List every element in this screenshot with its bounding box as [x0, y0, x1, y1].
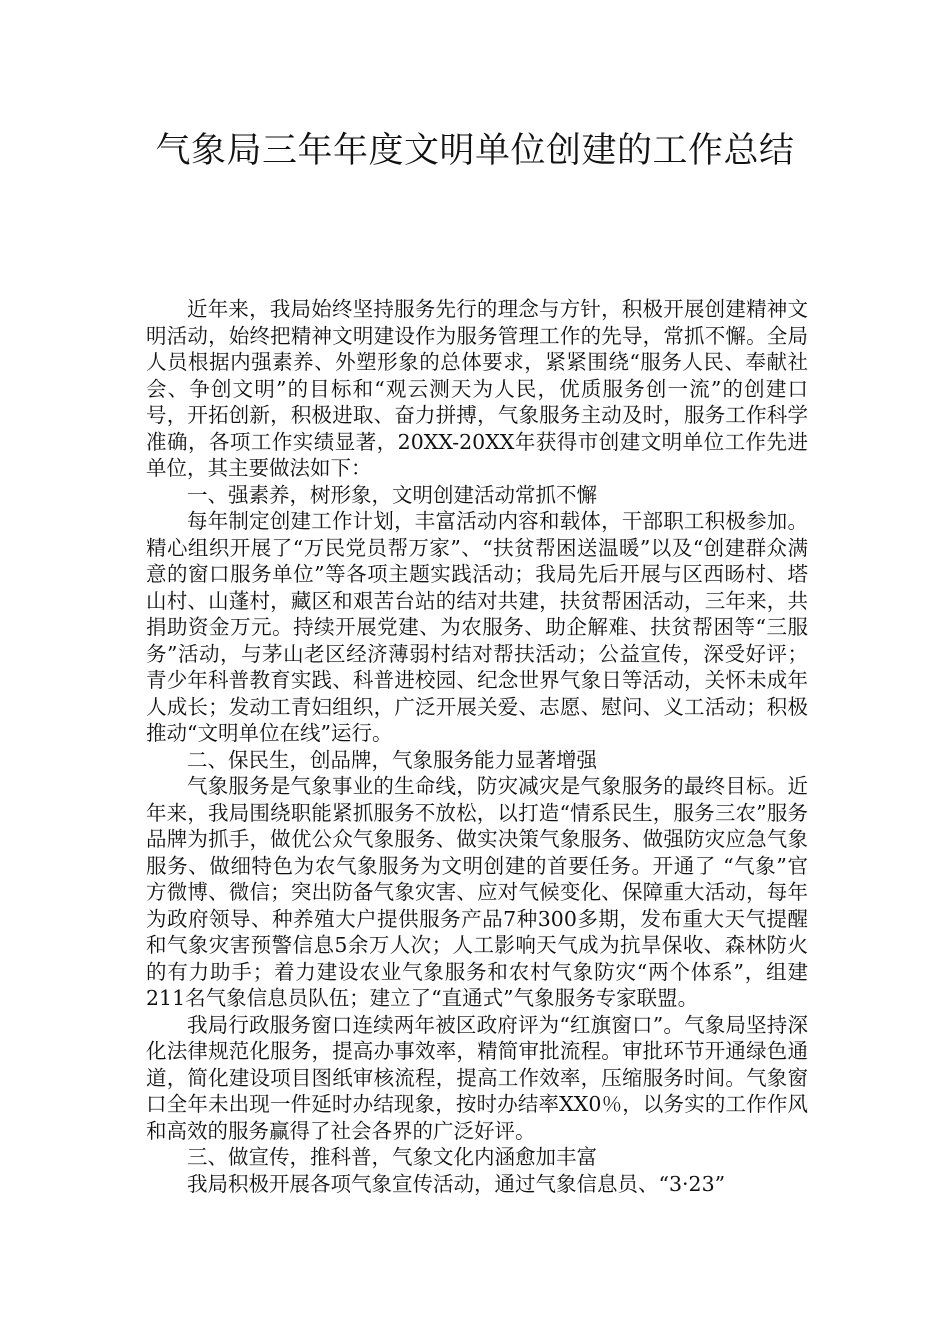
section-3-paragraph: 我局积极开展各项气象宣传活动，通过气象信息员、“3·23” — [187, 1171, 726, 1196]
section-heading-1: 一、强素养，树形象，文明创建活动常抓不懈 — [187, 482, 597, 507]
intro-paragraph: 近年来，我局始终坚持服务先行的理念与方针，积极开展创建精神文明活动，始终把精神文明建设作为服务管理工作的先导，常抓不懈。全局人员根据内强素养、外塑形象的总体要求，紧紧围绕“服务人民、奉献社会、争创文明”的目标和“观云测天为人民，优质服务创一流”的创建口号，开拓创新，积极进取、奋力拼搏，气象服务主动及时，服务工作科学准确，各项工作实绩显著，20XX-20XX年获得市创建文明单位工作先进单位，其主要做法如下： — [146, 297, 808, 480]
section-1-paragraph: 每年制定创建工作计划，丰富活动内容和载体，干部职工积极参加。精心组织开展了“万民党员帮万家”、“扶贫帮困送温暖”以及“创建群众满意的窗口服务单位”等各项主题实践活动；我局先后开展与区西旸村、塔山村、山蓬村，藏区和艰苦台站的结对共建，扶贫帮困活动，三年来，共捐助资金万元。持续开展党建、为农服务、助企解难、扶贫帮困等“三服务”活动，与茅山老区经济薄弱村结对帮扶活动；公益宣传，深受好评；青少年科普教育实践、科普进校园、纪念世界气象日等活动，关怀未成年人成长；发动工青妇组织，广泛开展关爱、志愿、慰问、义工活动；积极推动“文明单位在线”运行。 — [146, 509, 808, 745]
section-2-paragraph-2: 我局行政服务窗口连续两年被区政府评为“红旗窗口”。气象局坚持深化法律规范化服务，提高办事效率，精简审批流程。审批环节开通绿色通道，简化建设项目图纸审核流程，提高工作效率，压缩服务时间。气象窗口全年未出现一件延时办结现象，按时办结率XX0％，以务实的工作作风和高效的服务赢得了社会各界的广泛好评。 — [146, 1012, 808, 1143]
section-heading-3: 三、做宣传，推科普，气象文化内涵愈加丰富 — [187, 1145, 597, 1169]
section-heading-2: 二、保民生，创品牌，气象服务能力显著增强 — [187, 747, 597, 772]
document-title: 气象局三年年度文明单位创建的工作总结 — [155, 131, 795, 171]
document-body — [146, 296, 808, 1197]
section-2-paragraph-1: 气象服务是气象事业的生命线，防灾减灾是气象服务的最终目标。近年来，我局围绕职能紧抓服务不放松，以打造“情系民生，服务三农”服务品牌为抓手，做优公众气象服务、做实决策气象服务、做强防灾应急气象服务、做细特色为农气象服务为文明创建的首要任务。开通了 “气象”官方微博、微信；突出防备气象灾害、应对气候变化、保障重大活动，每年为政府领导、种养殖大户提供服务产品7种300多期，发布重大天气提醒和气象灾害预警信息5余万人次；人工影响天气成为抗旱保收、森林防火的有力助手；着力建设农业气象服务和农村气象防灾“两个体系”，组建211名气象信息员队伍；建立了“直通式”气象服务专家联盟。 — [146, 774, 808, 1010]
